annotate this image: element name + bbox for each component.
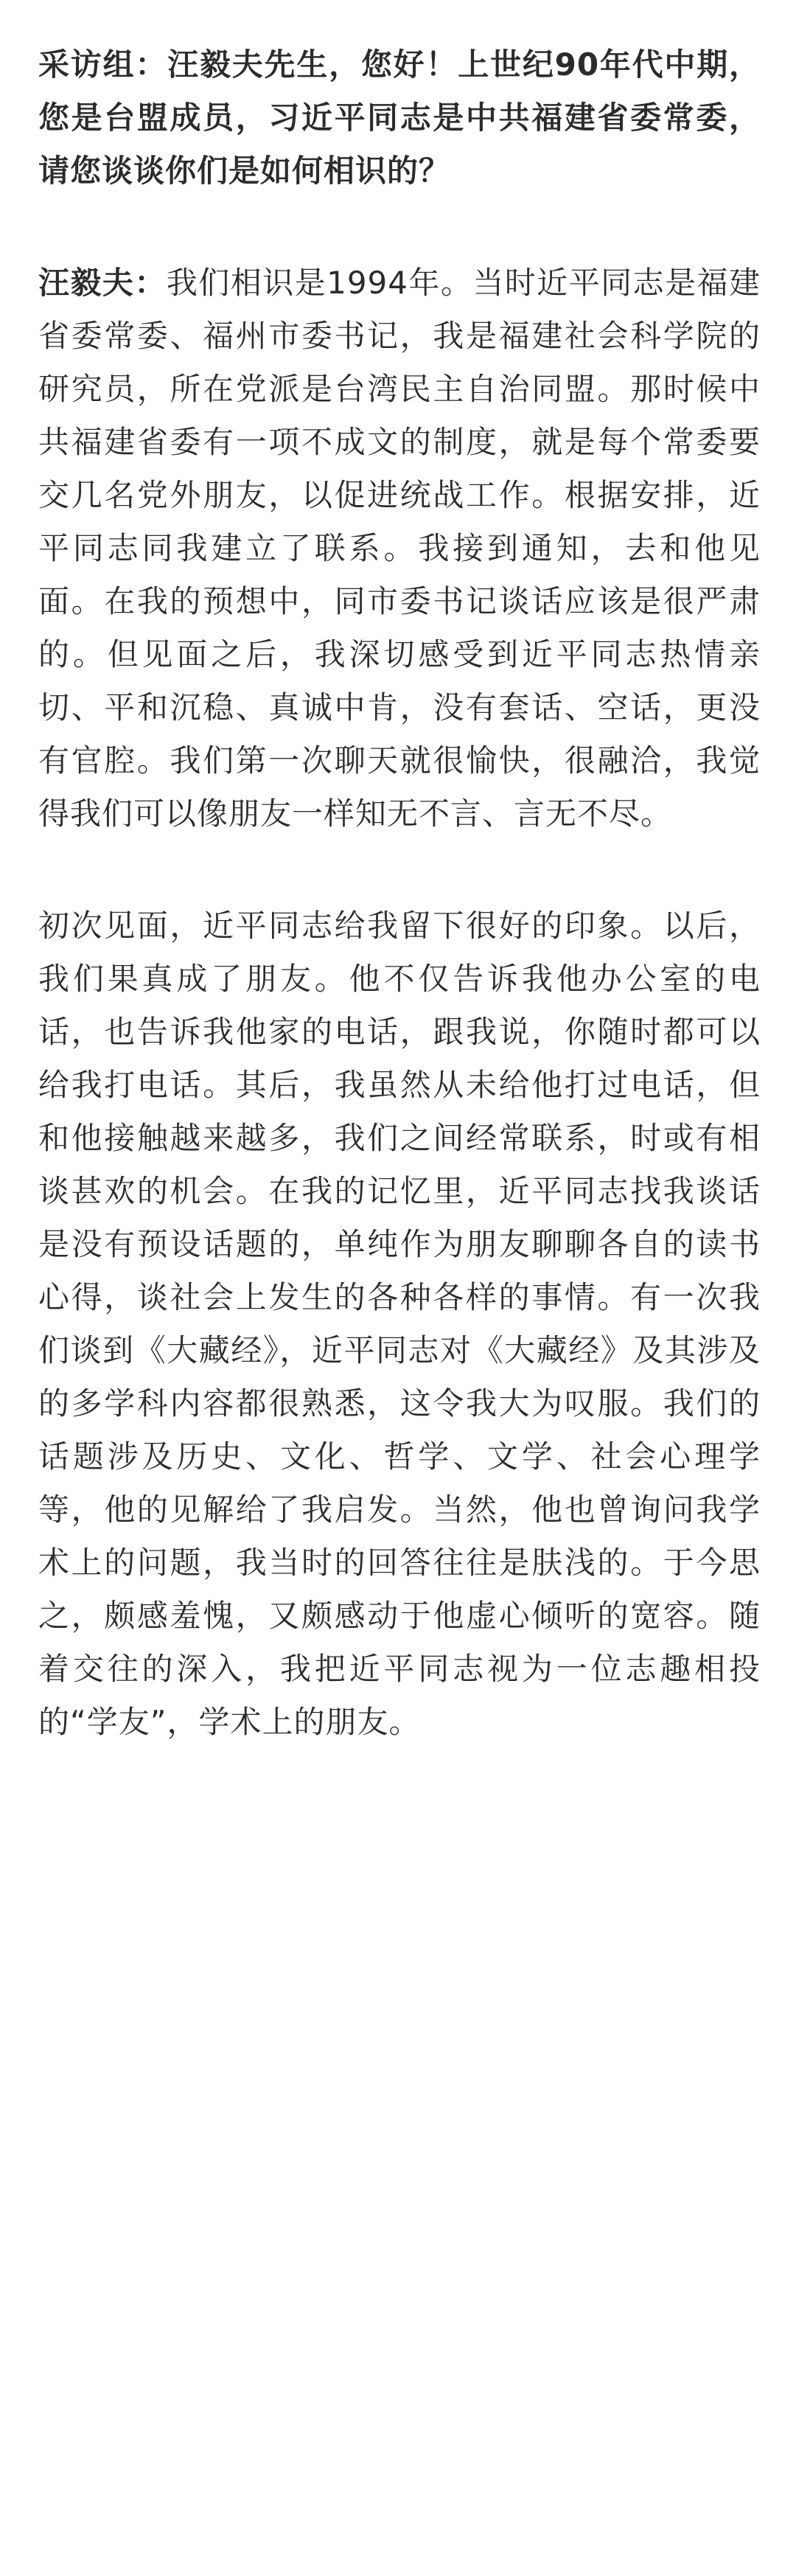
interview-question <box>38 38 761 198</box>
paragraph-gap <box>38 840 761 899</box>
answer-paragraph-2 <box>38 899 761 1749</box>
answer-2-text: 初次见面，近平同志给我留下很好的印象。以后，我们果真成了朋友。他不仅告诉我他办公室的电话，也告诉我他家的电话，跟我说，你随时都可以给我打电话。其后，我虽然从未给他打过电话，但和他接触越来越多，我们之间经常联系，时或有相谈甚欢的机会。在我的记忆里，近平同志找我谈话是没有预设话题的，单纯作为朋友聊聊各自的读书心得，谈社会上发生的各种各样的事情。有一次我们谈到《大藏经》，近平同志对《大藏经》及其涉及的多学科内容都很熟悉，这令我大为叹服。我们的话题涉及历史、文化、哲学、文学、社会心理学等，他的见解给了我启发。当然，他也曾询问我学术上的问题，我当时的回答往往是肤浅的。于今思之，颇感羞愧，又颇感动于他虚心倾听的宽容。随着交往的深入，我把近平同志视为一位志趣相投的“学友”，学术上的朋友。 <box>38 908 761 1740</box>
question-text: 汪毅夫先生，您好！上世纪90年代中期，您是台盟成员，习近平同志是中共福建省委常委，请您谈谈你们是如何相识的？ <box>38 46 761 189</box>
answer-1-text: 我们相识是1994年。当时近平同志是福建省委常委、福州市委书记，我是福建社会科学院的研究员，所在党派是台湾民主自治同盟。那时候中共福建省委有一项不成文的制度，就是每个常委要交几名党外朋友，以促进统战工作。根据安排，近平同志同我建立了联系。我接到通知，去和他见面。在我的预想中，同市委书记谈话应该是很严肃的。但见面之后，我深切感受到近平同志热情亲切、平和沉稳、真诚中肯，没有套话、空话，更没有官腔。我们第一次聊天就很愉快，很融洽，我觉得我们可以像朋友一样知无不言、言无不尽。 <box>38 265 761 832</box>
paragraph-gap <box>38 198 761 257</box>
answer-speaker: 汪毅夫： <box>38 265 167 301</box>
question-speaker: 采访组： <box>38 46 168 83</box>
answer-paragraph-1 <box>38 257 761 840</box>
